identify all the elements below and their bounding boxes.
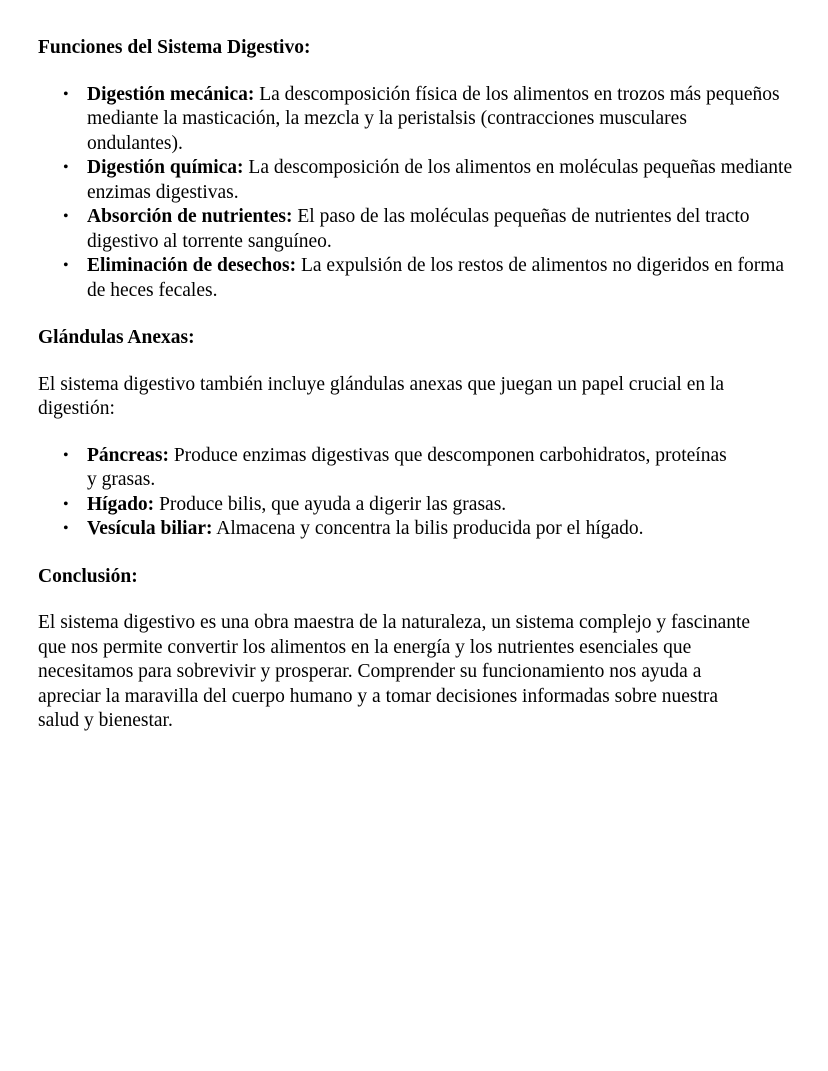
glandulas-list xyxy=(38,444,798,542)
section-title-glandulas: Glándulas Anexas: xyxy=(38,327,195,348)
term-description: Produce bilis, que ayuda a digerir las grasas. xyxy=(154,493,507,515)
list-item-absorcion-nutrientes xyxy=(63,205,787,254)
bullet-icon: • xyxy=(63,257,69,274)
term-description: Almacena y concentra la bilis producida por el hígado. xyxy=(212,518,644,539)
conclusion-paragraph: El sistema digestivo es una obra maestra de la naturaleza, un sistema complejo y fascinante que nos permite convertir los alimentos en la energía y los nutrientes esenciales que necesitamos para sobrevivir y prosperar. Comprender su funcionamiento nos ayuda a apreciar la maravilla del cuerpo humano y a tomar decisiones informadas sobre nuestra salud y bienestar. xyxy=(38,612,751,731)
term-label: Páncreas: xyxy=(87,444,169,466)
term-description: La descomposición física de los alimentos en trozos más pequeños mediante la masticación, la mezcla y la peristalsis (contracciones musculares ondulantes). xyxy=(87,83,780,154)
document-page xyxy=(38,36,798,734)
term-description: La expulsión de los restos de alimentos no digeridos en forma de heces fecales. xyxy=(87,255,785,301)
section-title-conclusion: Conclusión: xyxy=(38,565,138,587)
list-item-digestion-quimica xyxy=(63,156,802,205)
list-item-pancreas xyxy=(63,444,727,493)
bullet-icon: • xyxy=(63,208,69,225)
term-description: El paso de las moléculas pequeñas de nutrientes del tracto digestivo al torrente sanguíneo. xyxy=(87,206,750,252)
section-title-funciones: Funciones del Sistema Digestivo: xyxy=(38,37,311,58)
list-item-eliminacion-desechos xyxy=(63,254,797,303)
term-label: Digestión química: xyxy=(87,157,244,178)
term-description: Produce enzimas digestivas que descomponen carbohidratos, proteínas y grasas. xyxy=(87,444,727,490)
term-description: La descomposición de los alimentos en moléculas pequeñas mediante enzimas digestivas. xyxy=(87,157,793,203)
term-label: Digestión mecánica: xyxy=(87,83,255,105)
bullet-icon: • xyxy=(63,446,69,464)
term-label: Eliminación de desechos: xyxy=(87,255,297,276)
list-item-higado xyxy=(63,493,787,518)
bullet-icon: • xyxy=(63,495,69,513)
term-label: Absorción de nutrientes: xyxy=(87,206,293,227)
list-item-digestion-mecanica xyxy=(63,83,787,157)
term-label: Hígado: xyxy=(87,493,155,515)
bullet-icon: • xyxy=(63,520,69,537)
glandulas-intro-paragraph: El sistema digestivo también incluye glándulas anexas que juegan un papel crucial en la digestión: xyxy=(38,373,725,419)
bullet-icon: • xyxy=(63,85,69,103)
funciones-list xyxy=(38,83,798,304)
term-label: Vesícula biliar: xyxy=(87,518,213,539)
list-item-vesicula-biliar xyxy=(63,517,787,542)
bullet-icon: • xyxy=(63,159,69,176)
